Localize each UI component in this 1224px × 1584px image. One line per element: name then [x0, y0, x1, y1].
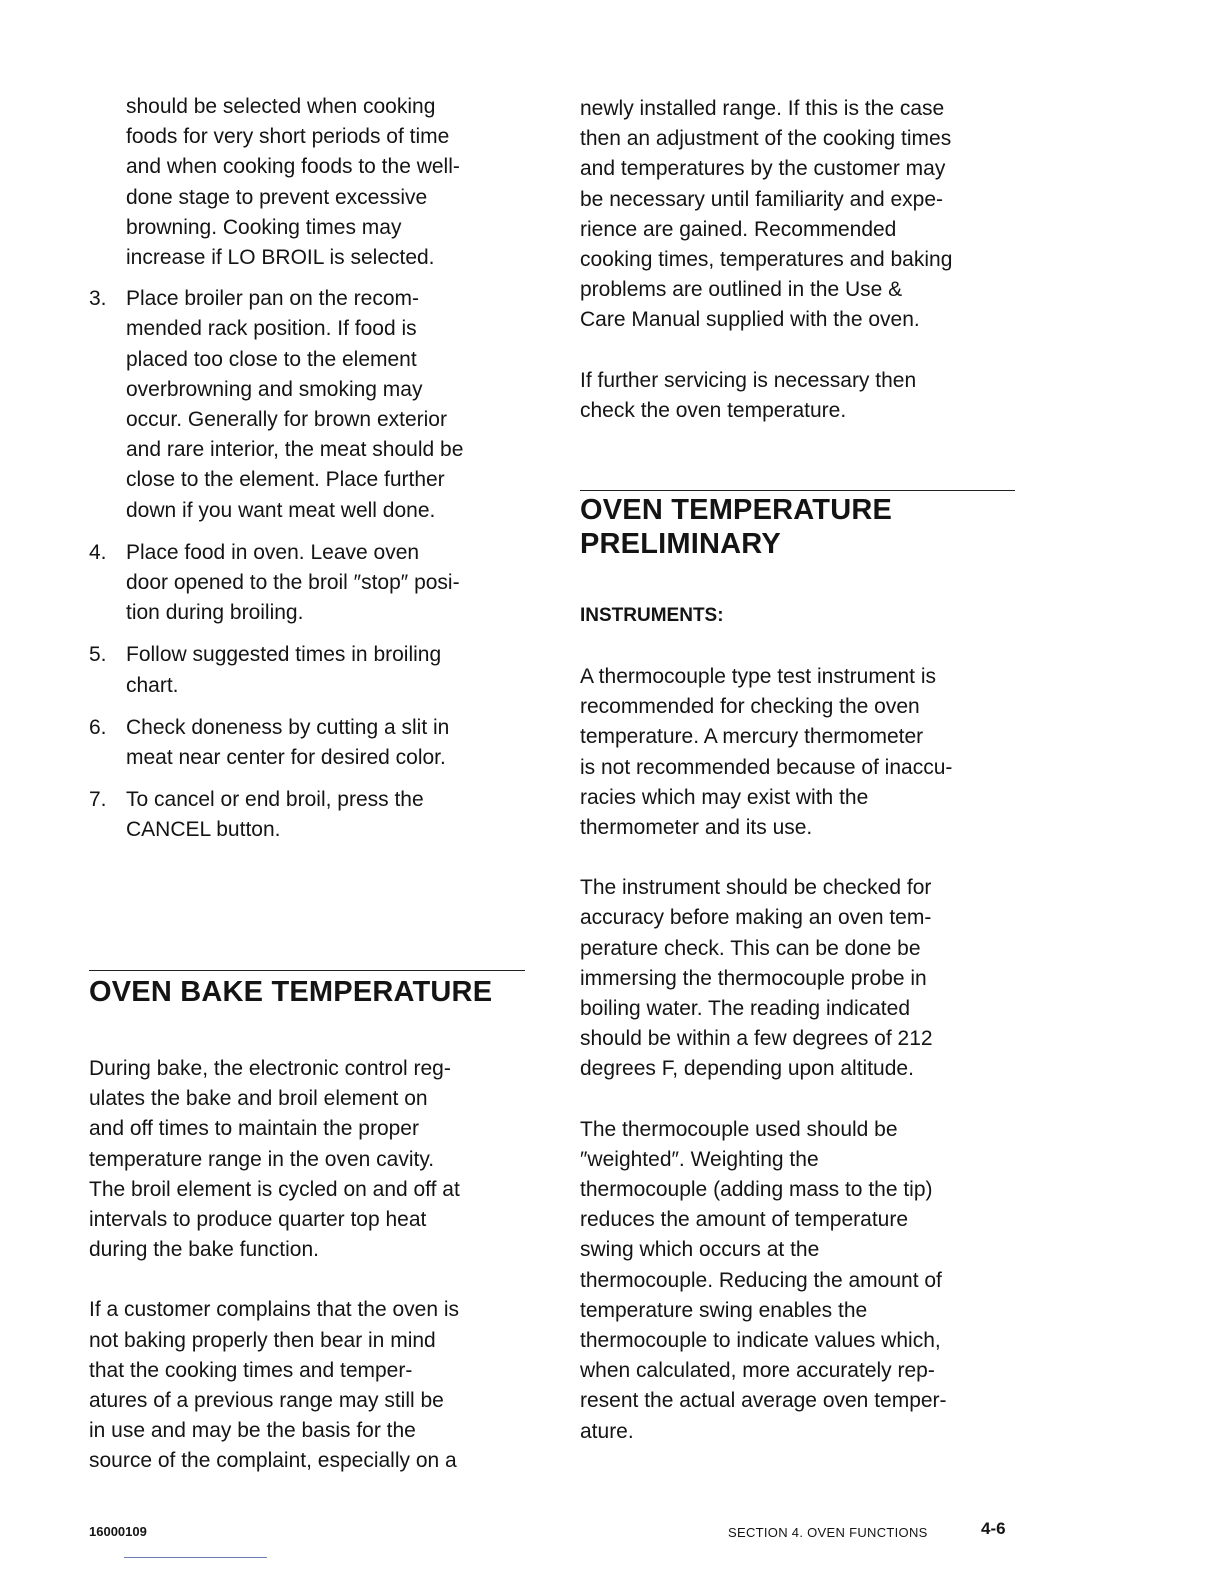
text-line: occur. Generally for brown exterior — [126, 408, 447, 432]
page-number: 4-6 — [981, 1519, 1006, 1538]
text-line: should be selected when cooking — [126, 95, 436, 118]
paragraph — [580, 94, 1030, 336]
text-line: rience are gained. Recommended — [580, 217, 897, 241]
text-line: browning. Cooking times may — [126, 215, 402, 239]
text-line: down if you want meat well done. — [126, 498, 436, 522]
heading-line: OVEN TEMPERATURE — [580, 494, 893, 526]
right-column — [580, 94, 1030, 426]
text-line: problems are outlined in the Use & — [580, 278, 903, 302]
step-number: 5. — [89, 643, 107, 667]
text-line: degrees F, depending upon altitude. — [580, 1057, 914, 1081]
text-line: meat near center for desired color. — [126, 746, 446, 770]
text-line: Place food in oven. Leave oven — [126, 540, 420, 564]
text-line: Follow suggested times in broiling — [126, 643, 442, 667]
section-label: SECTION 4. OVEN FUNCTIONS — [728, 1525, 928, 1540]
footer-divider — [124, 1557, 267, 1558]
paragraph — [580, 873, 1015, 1084]
paragraph — [89, 1054, 525, 1265]
text-line: Care Manual supplied with the oven. — [580, 308, 920, 332]
text-line: foods for very short periods of time — [126, 125, 450, 149]
text-line: Place broiler pan on the recom- — [126, 287, 419, 311]
text-line: accuracy before making an oven tem- — [580, 906, 932, 930]
text-line: thermocouple. Reducing the amount of — [580, 1268, 942, 1292]
step-number: 3. — [89, 287, 107, 311]
text-line: reduces the amount of temperature — [580, 1208, 909, 1232]
text-line: The thermocouple used should be — [580, 1117, 898, 1141]
oven-temperature-preliminary-section — [580, 490, 1015, 1447]
section-rule — [580, 490, 1015, 491]
text-line: check the oven temperature. — [580, 398, 847, 422]
text-line: and when cooking foods to the well- — [126, 155, 460, 179]
text-line: that the cooking times and temper- — [89, 1358, 413, 1382]
text-line: when calculated, more accurately rep- — [580, 1359, 935, 1383]
text-line: during the bake function. — [89, 1238, 319, 1262]
instruments-subheading: INSTRUMENTS: — [580, 605, 724, 626]
text-line: ″weighted″. Weighting the — [580, 1147, 819, 1171]
list-item — [89, 284, 539, 526]
text-line: thermocouple (adding mass to the tip) — [580, 1178, 933, 1202]
text-line: boiling water. The reading indicated — [580, 997, 911, 1021]
text-line: ulates the bake and broil element on — [89, 1087, 428, 1111]
text-line: then an adjustment of the cooking times — [580, 127, 952, 151]
text-line: should be within a few degrees of 212 — [580, 1027, 933, 1051]
left-column — [89, 92, 539, 858]
text-line: and off times to maintain the proper — [89, 1117, 419, 1141]
text-line: cooking times, temperatures and baking — [580, 248, 953, 272]
text-line: If a customer complains that the oven is — [89, 1298, 460, 1322]
text-line: temperature. A mercury thermometer — [580, 725, 924, 749]
broil-steps-list — [89, 284, 539, 845]
heading-line: PRELIMINARY — [580, 528, 781, 560]
list-item — [89, 785, 539, 845]
text-line: in use and may be the basis for the — [89, 1419, 416, 1443]
text-line: The broil element is cycled on and off at — [89, 1177, 460, 1201]
document-code: 16000109 — [89, 1524, 147, 1539]
list-item — [89, 640, 539, 700]
text-line: ature. — [580, 1419, 634, 1443]
step-number: 6. — [89, 715, 107, 739]
text-line: intervals to produce quarter top heat — [89, 1208, 427, 1232]
text-line: chart. — [126, 673, 179, 697]
text-line: not baking properly then bear in mind — [89, 1328, 436, 1352]
text-line: source of the complaint, especially on a — [89, 1449, 457, 1473]
text-line: close to the element. Place further — [126, 468, 445, 492]
text-line: overbrowning and smoking may — [126, 377, 423, 401]
text-line: and rare interior, the meat should be — [126, 438, 464, 462]
section-rule — [89, 970, 525, 971]
paragraph — [580, 1115, 1015, 1447]
text-line: increase if LO BROIL is selected. — [126, 246, 435, 270]
text-line: recommended for checking the oven — [580, 695, 920, 719]
step-number: 7. — [89, 788, 107, 812]
text-line: temperature swing enables the — [580, 1298, 868, 1322]
paragraph — [580, 662, 1015, 843]
paragraph — [580, 366, 1030, 426]
text-line: To cancel or end broil, press the — [126, 788, 424, 812]
text-line: The instrument should be checked for — [580, 876, 932, 900]
text-line: swing which occurs at the — [580, 1238, 820, 1262]
text-line: racies which may exist with the — [580, 785, 869, 809]
text-line: mended rack position. If food is — [126, 317, 417, 341]
text-line: and temperatures by the customer may — [580, 157, 946, 181]
section-heading — [580, 493, 1015, 561]
text-line: be necessary until familiarity and expe- — [580, 187, 944, 211]
text-line: Check doneness by cutting a slit in — [126, 715, 450, 739]
text-line: door opened to the broil ″stop″ posi- — [126, 571, 460, 595]
text-line: During bake, the electronic control reg- — [89, 1057, 451, 1080]
text-line: newly installed range. If this is the case — [580, 97, 945, 120]
list-item — [89, 538, 539, 629]
text-line: atures of a previous range may still be — [89, 1389, 444, 1413]
text-line: resent the actual average oven temper- — [580, 1389, 947, 1413]
text-line: If further servicing is necessary then — [580, 368, 917, 392]
broil-continuation-text — [126, 92, 539, 273]
text-line: temperature range in the oven cavity. — [89, 1147, 435, 1171]
text-line: thermocouple to indicate values which, — [580, 1329, 941, 1353]
text-line: A thermocouple type test instrument is — [580, 665, 937, 688]
text-line: tion during broiling. — [126, 601, 304, 625]
paragraph — [89, 1295, 525, 1476]
section-heading: OVEN BAKE TEMPERATURE — [89, 976, 493, 1008]
text-line: placed too close to the element — [126, 347, 417, 371]
text-line: thermometer and its use. — [580, 816, 813, 840]
list-item — [89, 713, 539, 773]
text-line: immersing the thermocouple probe in — [580, 966, 927, 990]
text-line: is not recommended because of inaccu- — [580, 755, 953, 779]
text-line: CANCEL button. — [126, 818, 281, 842]
step-number: 4. — [89, 540, 107, 564]
oven-bake-section — [89, 970, 525, 1477]
text-line: done stage to prevent excessive — [126, 185, 428, 209]
text-line: perature check. This can be done be — [580, 936, 921, 960]
